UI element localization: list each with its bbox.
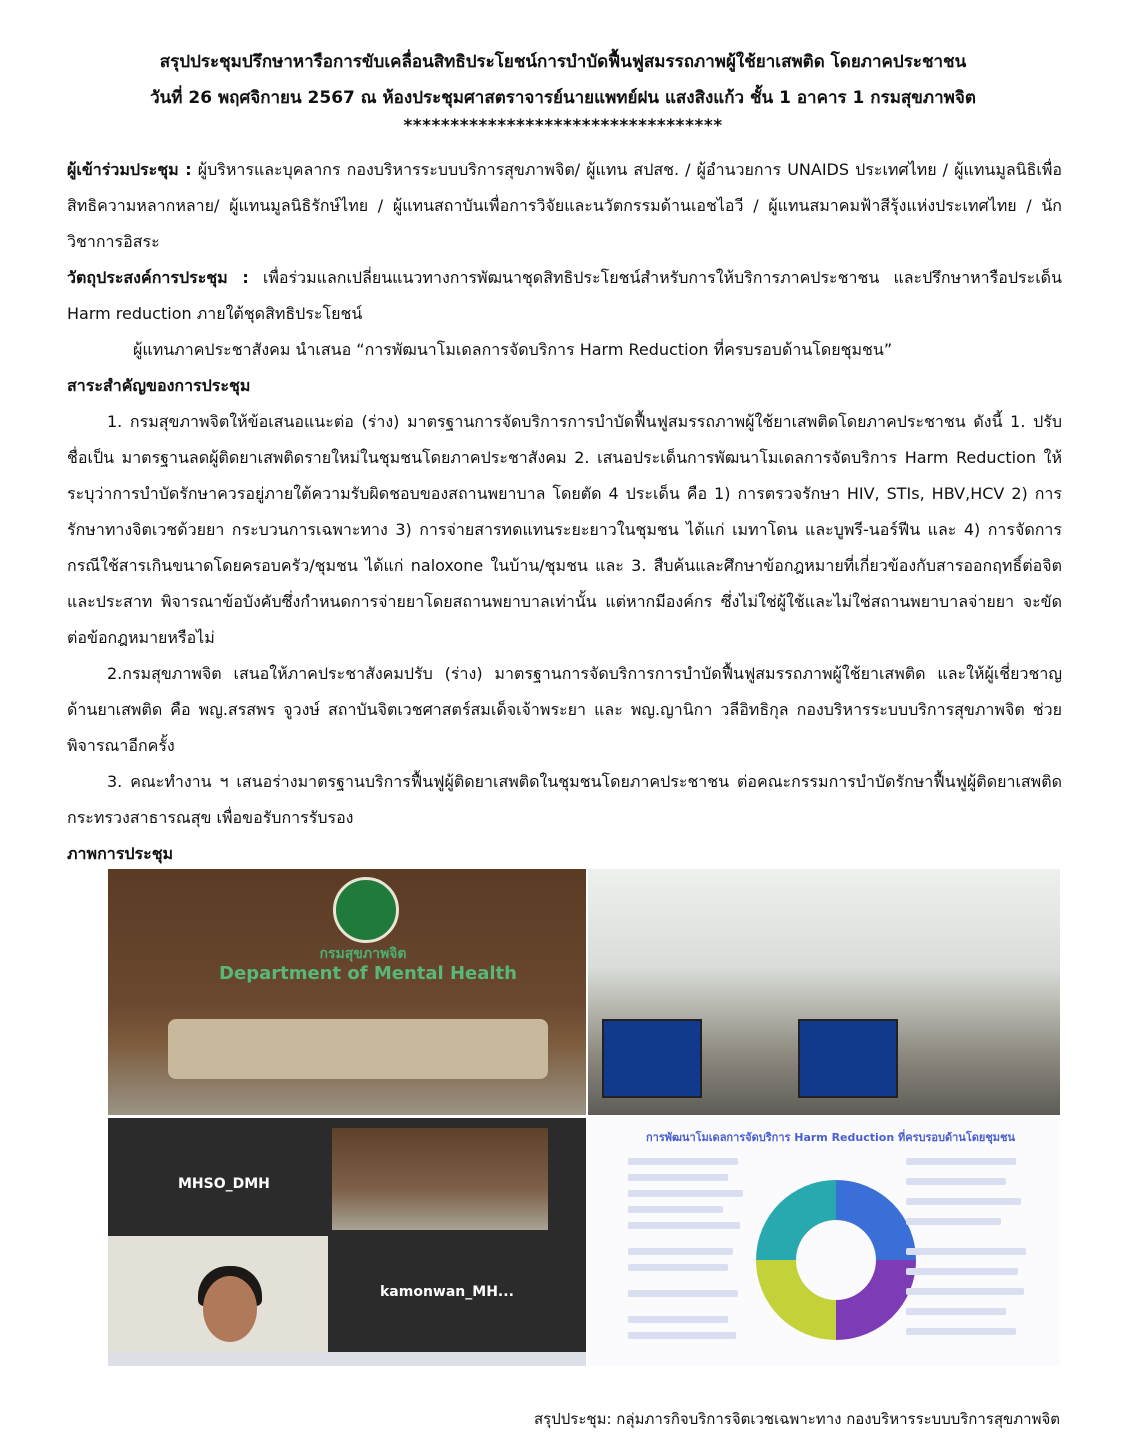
document-title: สรุปประชุมปรึกษาหารือการขับเคลื่อนสิทธิประโยชน์การบำบัดฟื้นฟูสมรรถภาพผู้ใช้ยาเสพติด โดยภาคประชาชน [159,52,967,72]
zoom-camera-tile [108,1236,328,1366]
slide-text-line [906,1328,1016,1335]
objective-label: วัตถุประสงค์การประชุม : [67,268,249,287]
photo-meeting-room [108,869,586,1115]
meeting-date-location: วันที่ 26 พฤศจิกายน 2567 ณ ห้องประชุมศาสตราจารย์นายแพทย์ฝน แสงสิงแก้ว ชั้น 1 อาคาร 1 กรมสุขภาพจิต [150,88,976,108]
services-diagram-center [796,1220,876,1300]
document-body [67,152,1062,872]
slide-text-line [628,1248,733,1255]
presentation-screen-icon [602,1019,702,1098]
slide-title: การพัฒนาโมเดลการจัดบริการ Harm Reduction ที่ครบรอบด้านโดยชุมชน [646,1131,1016,1144]
slide-text-line [906,1308,1006,1315]
photos-heading: ภาพการประชุม [67,844,174,863]
taskbar [108,1352,586,1366]
objective-paragraph [67,260,1062,332]
slide-text-line [906,1268,1018,1275]
essence-item-1: 1. กรมสุขภาพจิตให้ข้อเสนอแนะต่อ (ร่าง) มาตรฐานการจัดบริการการบำบัดฟื้นฟูสมรรถภาพผู้ใช้ยาเสพติดโดยภาคประชาชน ดังนี้ 1. ปรับชื่อเป็น มาตรฐานลดผู้ติดยาเสพติดรายใหม่ในชุมชนโดยภาคประชาสังคม 2. เสนอประเด็นการพัฒนาโมเดลการจัดบริการ Harm Reduction ให้ระบุว่าการบำบัดรักษาควรอยู่ภายใต้ความรับผิดชอบของสถานพยาบาล โดยตัด 4 ประเด็น คือ 1) การตรวจรักษา HIV, STIs, HBV,HCV 2) การรักษาทางจิตเวชด้วยยา กระบวนการเฉพาะทาง 3) การจ่ายสารทดแทนระยะยาวในชุมชน ได้แก่ เมทาโดน และบูพรี-นอร์ฟีน และ 4) การจัดการกรณีใช้สารเกินขนาดโดยครอบครัว/ชุมชน ได้แก่ naloxone ในบ้าน/ชุมชน และ 3. สืบค้นและศึกษาข้อกฎหมายที่เกี่ยวข้องกับสารออกฤทธิ์ต่อจิตและประสาท พิจารณาข้อบังคับซึ่งกำหนดการจ่ายยาโดยสถานพยาบาลเท่านั้น แต่หากมีองค์กร ซึ่งไม่ใช่ผู้ใช้และไม่ใช่สถานพยาบาลจ่ายยา จะขัดต่อข้อกฎหมายหรือไม่ [67,412,1062,647]
presentation-line: ผู้แทนภาคประชาสังคม นำเสนอ “การพัฒนาโมเดลการจัดบริการ Harm Reduction ที่ครบรอบด้านโดยชุมชน” [133,340,893,359]
attendees-paragraph [67,152,1062,260]
room-sign-english: Department of Mental Health [219,963,517,984]
slide-text-line [628,1190,743,1197]
essence-item-2: 2.กรมสุขภาพจิต เสนอให้ภาคประชาสังคมปรับ (ร่าง) มาตรฐานการจัดบริการการบำบัดฟื้นฟูสมรรถภาพผู้ใช้ยาเสพติด และให้ผู้เชี่ยวชาญด้านยาเสพติด คือ พญ.สรสพร จูวงษ์ สถาบันจิตเวชศาสตร์สมเด็จเจ้าพระยา และ พญ.ญานิกา วลีอิทธิกุล กองบริหารระบบบริการสุขภาพจิต ช่วยพิจารณาอีกครั้ง [67,664,1062,755]
slide-text-line [906,1288,1024,1295]
footer-caption: สรุปประชุม: กลุ่มภารกิจบริการจิตเวชเฉพาะทาง กองบริหารระบบบริการสุขภาพจิต [534,1410,1060,1428]
photo-presentation-slide [588,1118,1060,1366]
zoom-participant-name: MHSO_DMH [178,1176,270,1192]
objective-text: เพื่อร่วมแลกเปลี่ยนแนวทางการพัฒนาชุดสิทธิประโยชน์สำหรับการให้บริการภาคประชาชน และปรึกษาหารือประเด็น Harm reduction ภายใต้ชุดสิทธิประโยชน์ [67,268,1062,323]
slide-text-line [628,1332,736,1339]
essence-heading: สาระสำคัญของการประชุม [67,376,251,395]
slide-text-line [628,1158,738,1165]
slide-text-line [906,1198,1021,1205]
zoom-room-tile [332,1128,548,1230]
zoom-participant-name: kamonwan_MH... [380,1284,514,1300]
photo-video-call [108,1118,586,1366]
attendees-label: ผู้เข้าร่วมประชุม : [67,160,192,179]
slide-text-line [628,1222,740,1229]
photo-participants [588,869,1060,1115]
slide-text-line [628,1206,723,1213]
slide-text-line [628,1174,728,1181]
slide-text-line [628,1264,728,1271]
slide-text-line [906,1218,1001,1225]
participant-face [203,1276,257,1342]
title-separator: ********************************** [403,116,723,136]
dmh-logo-icon [333,877,399,943]
slide-text-line [628,1290,738,1297]
slide-text-line [906,1248,1026,1255]
slide-text-line [906,1178,1006,1185]
attendees-text: ผู้บริหารและบุคลากร กองบริหารระบบบริการสุขภาพจิต/ ผู้แทน สปสช. / ผู้อำนวยการ UNAIDS ประเทศไทย / ผู้แทนมูลนิธิเพื่อสิทธิความหลากหลาย/ ผู้แทนมูลนิธิรักษ์ไทย / ผู้แทนสถาบันเพื่อการวิจัยและนวัตกรรมด้านเอชไอวี / ผู้แทนสมาคมฟ้าสีรุ้งแห่งประเทศไทย / นักวิชาการอิสระ [67,160,1062,251]
presentation-screen-icon [798,1019,898,1098]
meeting-photos [108,869,1060,1366]
slide-text-line [906,1158,1016,1165]
conference-table [168,1019,548,1079]
slide-text-line [628,1316,728,1323]
essence-item-3: 3. คณะทำงาน ฯ เสนอร่างมาตรฐานบริการฟื้นฟูผู้ติดยาเสพติดในชุมชนโดยภาคประชาชน ต่อคณะกรรมการบำบัดรักษาฟื้นฟูผู้ติดยาเสพติด กระทรวงสาธารณสุข เพื่อขอรับการรับรอง [67,772,1062,827]
room-sign-thai: กรมสุขภาพจิต [319,946,407,962]
